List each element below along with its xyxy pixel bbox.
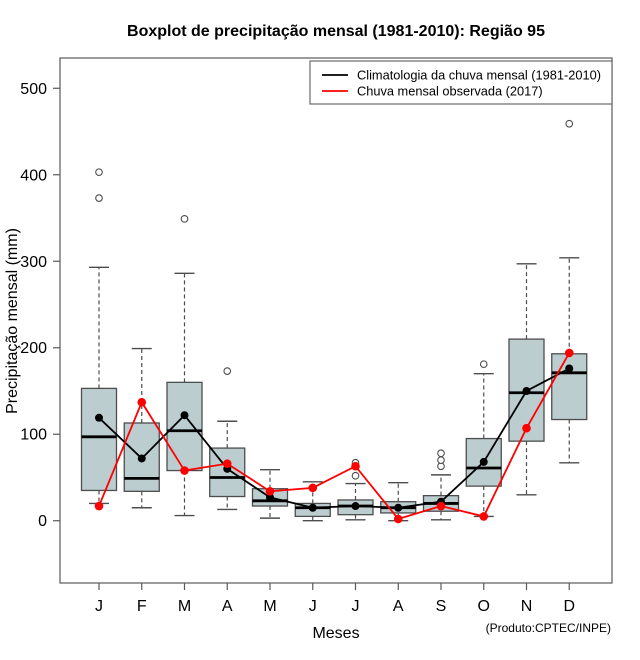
- climatology-point: [95, 414, 103, 422]
- x-tick-label-month: J: [351, 598, 360, 615]
- x-tick-label-month: D: [563, 598, 576, 615]
- x-tick-label-month: M: [177, 598, 192, 615]
- observed-point: [522, 424, 531, 433]
- y-axis-title: Precipitação mensal (mm): [4, 228, 21, 414]
- legend-label-climatology: Climatologia da chuva mensal (1981-2010): [357, 67, 601, 83]
- x-tick-label-month: F: [136, 598, 147, 615]
- y-tick-label: 0: [38, 513, 47, 531]
- boxplot-12-iqr-box: [552, 354, 587, 420]
- boxplot-1-outlier-point: [96, 195, 103, 202]
- boxplot-4-outlier-point: [224, 368, 231, 375]
- x-tick-label-month: M: [263, 598, 277, 615]
- legend-label-observed: Chuva mensal observada (2017): [357, 83, 543, 99]
- observed-point: [437, 502, 446, 511]
- plot-area: [20, 58, 612, 615]
- observed-point: [137, 398, 146, 407]
- x-tick-label-month: J: [95, 598, 103, 615]
- observed-point: [180, 466, 189, 475]
- source-note: (Produto:CPTEC/INPE): [485, 621, 611, 635]
- climatology-point: [309, 504, 317, 512]
- observed-point: [223, 459, 232, 468]
- y-tick-label: 300: [20, 253, 47, 271]
- x-tick-label-month: S: [435, 598, 447, 615]
- x-tick-label-month: A: [392, 598, 404, 615]
- boxplot-10-outlier-point: [480, 361, 487, 368]
- observed-point: [308, 484, 317, 493]
- y-tick-label: 500: [20, 80, 47, 98]
- legend: [310, 61, 612, 104]
- climatology-point: [352, 502, 360, 510]
- boxplot-1-outlier-point: [96, 169, 103, 176]
- boxplot-7-outlier-point: [352, 472, 359, 479]
- climatology-point: [565, 365, 573, 373]
- observed-point: [479, 512, 488, 521]
- observed-point: [394, 515, 403, 524]
- x-tick-label-month: O: [477, 598, 490, 615]
- observed-point: [351, 462, 360, 471]
- boxplot-9-outlier-point: [438, 450, 445, 457]
- observed-point: [565, 349, 574, 358]
- plot-frame: [60, 58, 612, 583]
- y-tick-label: 200: [20, 340, 47, 358]
- chart-title: Boxplot de precipitação mensal (1981-2010): Região 95: [127, 23, 545, 40]
- y-tick-label: 400: [20, 167, 47, 185]
- y-tick-label: 100: [20, 426, 47, 444]
- boxplot-12-outlier-point: [566, 120, 573, 127]
- x-tick-label-month: N: [520, 598, 533, 615]
- x-tick-label-month: A: [221, 598, 233, 615]
- boxplot-3-outlier-point: [181, 216, 188, 223]
- climatology-point: [480, 458, 488, 466]
- x-axis-title: Meses: [312, 625, 360, 642]
- climatology-point: [138, 454, 146, 462]
- x-tick-label-month: J: [308, 598, 317, 615]
- observed-point: [266, 487, 275, 496]
- observed-point: [95, 502, 104, 511]
- boxplot-9-outlier-point: [438, 457, 445, 464]
- climatology-point: [181, 411, 189, 419]
- climatology-point: [394, 504, 402, 512]
- climatology-point: [523, 387, 531, 395]
